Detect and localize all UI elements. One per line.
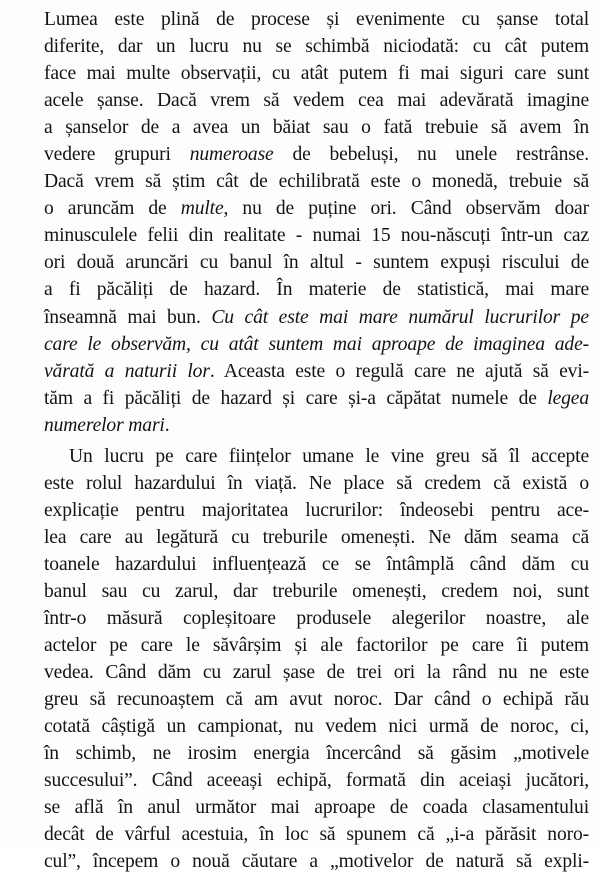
text-line <box>44 385 589 412</box>
text-run: în schimb, ne irosim energia încercând să găsim „motivele <box>44 743 589 765</box>
text-run: cul”, începem o nouă căutare a „motivelor de natură să expli- <box>44 851 589 873</box>
text-run: a fi păcăliți de hazard. În materie de statistică, mai mare <box>44 279 589 301</box>
text-run: banul sau cu zarul, dar treburile omenești, credem noi, sunt <box>44 580 589 602</box>
text-run: decât de vârful acestuia, în loc să spunem că „i-a părăsit noro- <box>44 824 589 846</box>
text-run: este rolul hazardului în viață. Ne place să credem că există o <box>44 472 589 494</box>
text-run: o aruncăm de <box>44 198 181 220</box>
italic-text: numeroase <box>189 144 274 166</box>
paragraph <box>44 443 589 876</box>
text-line <box>44 249 589 276</box>
text-run: într-o măsură copleșitoare produsele alegerilor noastre, ale <box>44 608 589 630</box>
text-run: lea care au legătură cu treburile omenești. Ne dăm seama că <box>44 526 589 548</box>
text-line <box>44 497 589 524</box>
body-text <box>44 6 589 876</box>
text-line <box>44 551 589 578</box>
text-line <box>44 524 589 551</box>
italic-text: vărată a naturii lor <box>44 360 210 382</box>
text-line <box>44 304 589 331</box>
text-line <box>44 767 589 794</box>
text-run: toanele hazardului influențează ce se întâmplă când dăm cu <box>44 553 589 575</box>
text-run: vedere grupuri <box>44 144 190 166</box>
text-line <box>44 358 589 385</box>
text-line <box>44 6 589 33</box>
text-run: tăm a fi păcăliți de hazard și care și-a căpătat numele de <box>44 387 548 409</box>
text-line <box>44 222 589 249</box>
text-line <box>44 168 589 195</box>
text-run: minusculele felii din realitate - numai 15 nou-născuți într-un caz <box>44 225 589 247</box>
italic-text: legea <box>547 387 589 409</box>
text-line <box>44 87 589 114</box>
text-run: . <box>164 414 170 436</box>
text-run: a șanselor de a avea un băiat sau o fată trebuie să avem în <box>44 117 589 139</box>
text-run: se află în anul următor mai aproape de coada clasamentului <box>44 797 589 819</box>
text-line <box>44 412 589 439</box>
text-line <box>44 114 589 141</box>
italic-text: care le observăm, cu atât suntem mai aproape de imaginea ade- <box>44 333 589 355</box>
text-line <box>44 821 589 848</box>
text-line <box>44 794 589 821</box>
italic-text: multe <box>180 198 224 220</box>
text-run: cotată câștigă un campionat, nu vedem nici urmă de noroc, ci, <box>44 716 589 738</box>
text-run: Un lucru pe care ființelor umane le vine greu să îl accepte <box>69 445 589 467</box>
text-line <box>44 659 589 686</box>
text-line <box>44 331 589 358</box>
text-line <box>44 141 589 168</box>
text-line <box>44 33 589 60</box>
text-line <box>44 443 589 470</box>
text-run: , nu de puține ori. Când observăm doar <box>223 198 589 220</box>
text-run: vedea. Când dăm cu zarul șase de trei ori la rând nu ne este <box>44 662 589 684</box>
text-run: face mai multe observații, cu atât putem fi mai siguri care sunt <box>44 63 589 85</box>
text-line <box>44 740 589 767</box>
italic-text: Cu cât este mai mare numărul lucrurilor pe <box>211 306 589 328</box>
text-run: greu să recunoaștem că am avut noroc. Dar când o echipă rău <box>44 689 589 711</box>
text-line <box>44 605 589 632</box>
text-run: succesului”. Când aceeași echipă, formată din aceiași jucători, <box>44 770 589 792</box>
text-line <box>44 632 589 659</box>
text-line <box>44 470 589 497</box>
text-line <box>44 195 589 222</box>
text-run: actelor pe care le săvârșim și ale factorilor pe care îi putem <box>44 635 589 657</box>
text-line <box>44 60 589 87</box>
text-line <box>44 578 589 605</box>
text-line <box>44 686 589 713</box>
text-line <box>44 848 589 875</box>
paragraph <box>44 6 589 439</box>
text-line <box>44 276 589 303</box>
text-run: acele șanse. Dacă vrem să vedem cea mai adevărată imagine <box>44 90 589 112</box>
text-run: Dacă vrem să știm cât de echilibrată este o monedă, trebuie să <box>44 171 589 193</box>
text-run: de bebeluși, nu unele restrânse. <box>273 144 589 166</box>
text-run: explicație pentru majoritatea lucrurilor: îndeosebi pentru ace- <box>44 499 589 521</box>
italic-text: numerelor mari <box>44 414 165 436</box>
text-run: . Aceasta este o regulă care ne ajută să evi- <box>209 360 589 382</box>
text-run: Lumea este plină de procese și evenimente cu șanse total <box>44 9 589 30</box>
text-run: înseamnă mai bun. <box>44 306 212 328</box>
text-run: ori două aruncări cu banul în altul - suntem expuși riscului de <box>44 252 589 274</box>
text-run: diferite, dar un lucru nu se schimbă niciodată: cu cât putem <box>44 36 589 58</box>
text-line <box>44 713 589 740</box>
